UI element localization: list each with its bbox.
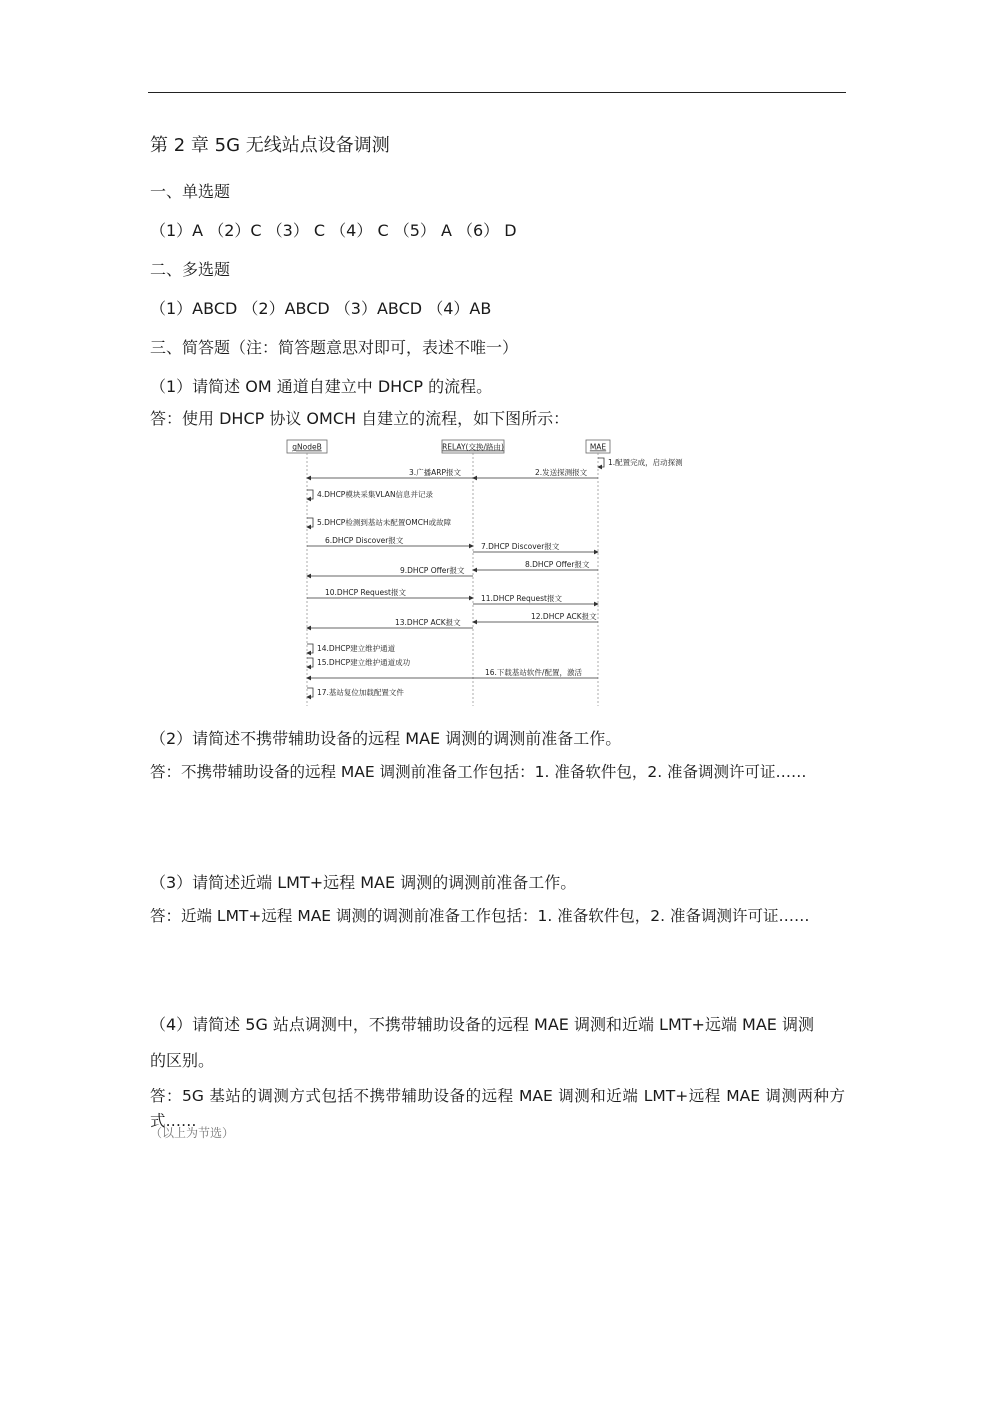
question-4: （4）请简述 5G 站点调测中，不携带辅助设备的远程 MAE 调测和近端 LMT+远端 MAE 调测 bbox=[150, 1015, 814, 1034]
step-label-6: 6.DHCP Discover报文 bbox=[325, 536, 404, 545]
step-label-5: 5.DHCP检测到基站未配置OMCH或故障 bbox=[317, 518, 452, 527]
step-self-17 bbox=[307, 688, 313, 697]
question-4-continued: 的区别。 bbox=[150, 1051, 215, 1070]
step-label-2: 2.发送探测报文 bbox=[535, 468, 588, 477]
short-answer-heading: 三、简答题（注：简答题意思对即可，表述不唯一） bbox=[150, 338, 519, 357]
lifeline-label-2: MAE bbox=[589, 442, 607, 452]
step-label-1: 1.配置完成，启动探测 bbox=[608, 458, 683, 467]
multi-choice-answers: （1）ABCD （2）ABCD （3）ABCD （4）AB bbox=[150, 299, 492, 318]
step-label-13: 13.DHCP ACK报文 bbox=[395, 618, 461, 627]
header-rule bbox=[148, 92, 846, 93]
step-self-4 bbox=[307, 490, 313, 499]
step-label-12: 12.DHCP ACK报文 bbox=[531, 612, 597, 621]
excerpt-note: （以上为节选） bbox=[150, 1126, 235, 1140]
answer-4-excerpt: 答：5G 基站的调测方式包括不携带辅助设备的远程 MAE 调测和近端 LMT+远程 MAE 调测两种方式…… bbox=[150, 1087, 845, 1130]
step-label-11: 11.DHCP Request报文 bbox=[481, 594, 562, 603]
question-3: （3）请简述近端 LMT+远程 MAE 调测的调测前准备工作。 bbox=[150, 873, 577, 892]
question-1: （1）请简述 OM 通道自建立中 DHCP 的流程。 bbox=[150, 377, 493, 396]
single-choice-answers: （1）A （2）C （3） C （4） C （5） A （6） D bbox=[150, 221, 517, 240]
answer-2-excerpt: 答：不携带辅助设备的远程 MAE 调测前准备工作包括：1. 准备软件包，2. 准备调测许可证…… bbox=[150, 763, 807, 781]
lifeline-label-0: gNodeB bbox=[292, 442, 322, 452]
step-label-3: 3.广播ARP报文 bbox=[409, 468, 462, 477]
step-label-14: 14.DHCP建立维护通道 bbox=[317, 644, 396, 653]
step-self-5 bbox=[307, 518, 313, 527]
step-label-10: 10.DHCP Request报文 bbox=[325, 588, 406, 597]
question-2: （2）请简述不携带辅助设备的远程 MAE 调测的调测前准备工作。 bbox=[150, 729, 622, 748]
step-self-14 bbox=[307, 644, 313, 653]
step-label-4: 4.DHCP模块采集VLAN信息并记录 bbox=[317, 490, 434, 499]
single-choice-heading: 一、单选题 bbox=[150, 182, 231, 201]
step-label-7: 7.DHCP Discover报文 bbox=[481, 542, 560, 551]
chapter-title: 第 2 章 5G 无线站点设备调测 bbox=[150, 135, 390, 156]
answer-1: 答：使用 DHCP 协议 OMCH 自建立的流程，如下图所示： bbox=[150, 409, 570, 428]
step-self-15 bbox=[307, 658, 313, 667]
multi-choice-heading: 二、多选题 bbox=[150, 260, 231, 279]
dhcp-sequence-diagram bbox=[285, 438, 683, 708]
sequence-svg bbox=[285, 438, 683, 708]
step-label-15: 15.DHCP建立维护通道成功 bbox=[317, 658, 411, 667]
step-label-16: 16.下载基站软件/配置，激活 bbox=[485, 668, 582, 677]
step-label-17: 17.基站复位加载配置文件 bbox=[317, 688, 404, 697]
lifeline-label-1: RELAY(交换/路由) bbox=[442, 442, 504, 452]
answer-3-excerpt: 答：近端 LMT+远程 MAE 调测的调测前准备工作包括：1. 准备软件包，2. 准备调测许可证…… bbox=[150, 907, 810, 925]
step-label-9: 9.DHCP Offer报文 bbox=[400, 566, 465, 575]
step-label-8: 8.DHCP Offer报文 bbox=[525, 560, 590, 569]
step-self-1 bbox=[598, 458, 604, 467]
